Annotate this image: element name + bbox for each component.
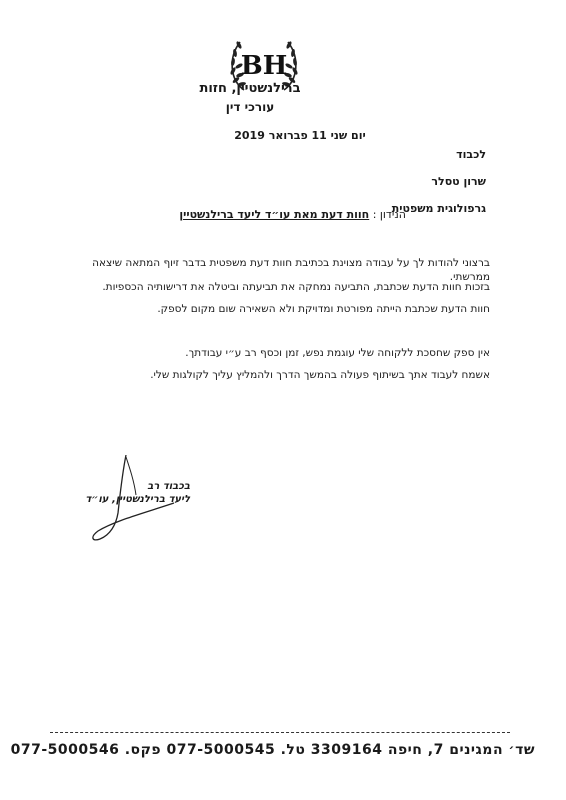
closing-greeting: בכבוד רב — [147, 481, 190, 492]
recipient-salutation: לכבוד — [456, 148, 486, 161]
firm-subtitle: עורכי דין — [225, 100, 275, 114]
recipient-title: גרפולוגית משפטית — [391, 202, 486, 215]
closing-signer: ליעד ברילנשטיין, עו״ד — [85, 494, 190, 505]
logo-monogram: BH — [240, 51, 288, 81]
body-paragraph: בזכות חוות הדעת שכתבת, התביעה נמחקה את תביעתה וביטלה את דרישותיה הכספיות. — [102, 281, 490, 293]
closing-block — [80, 480, 190, 506]
subject-label: הנידון : — [372, 208, 406, 221]
recipient-name: שרון טסלר — [431, 175, 486, 188]
footer-contact: שד׳ המגינים 7, חיפה 3309164 טל. 077-5000545 פקס. 077-5000546 — [10, 742, 535, 758]
body-paragraph: חוות הדעת שכתבת הייתה מפורטת ומדויקת ולא השאירה שום מקום לספק. — [157, 303, 490, 315]
subject-line — [179, 208, 406, 221]
firm-name: ברילנשטיין, חזות — [199, 81, 301, 96]
body-paragraph: אשמח לעבוד אתך בשיתוף פעולה בהמשך הדרך ולהמליץ עליך לקולגות שלי. — [150, 369, 490, 381]
body-paragraph: ברצוני להודות לך על עבודה מצוינת בכתיבת חוות דעת משפטית בדבר זיוף המתאה שיצאה ממרשתי. — [92, 257, 490, 283]
body-paragraph: אין ספק שחסכת ללקוחה שלי עוגמת נפש, זמן וכסף רב ע״י עבודתך. — [185, 347, 490, 359]
footer-divider — [50, 732, 510, 733]
subject-value: חוות דעת מאת עו״ד ליעד ברילנשטיין — [179, 208, 370, 221]
letter-date: יום שני 11 פברואר 2019 — [234, 129, 366, 142]
